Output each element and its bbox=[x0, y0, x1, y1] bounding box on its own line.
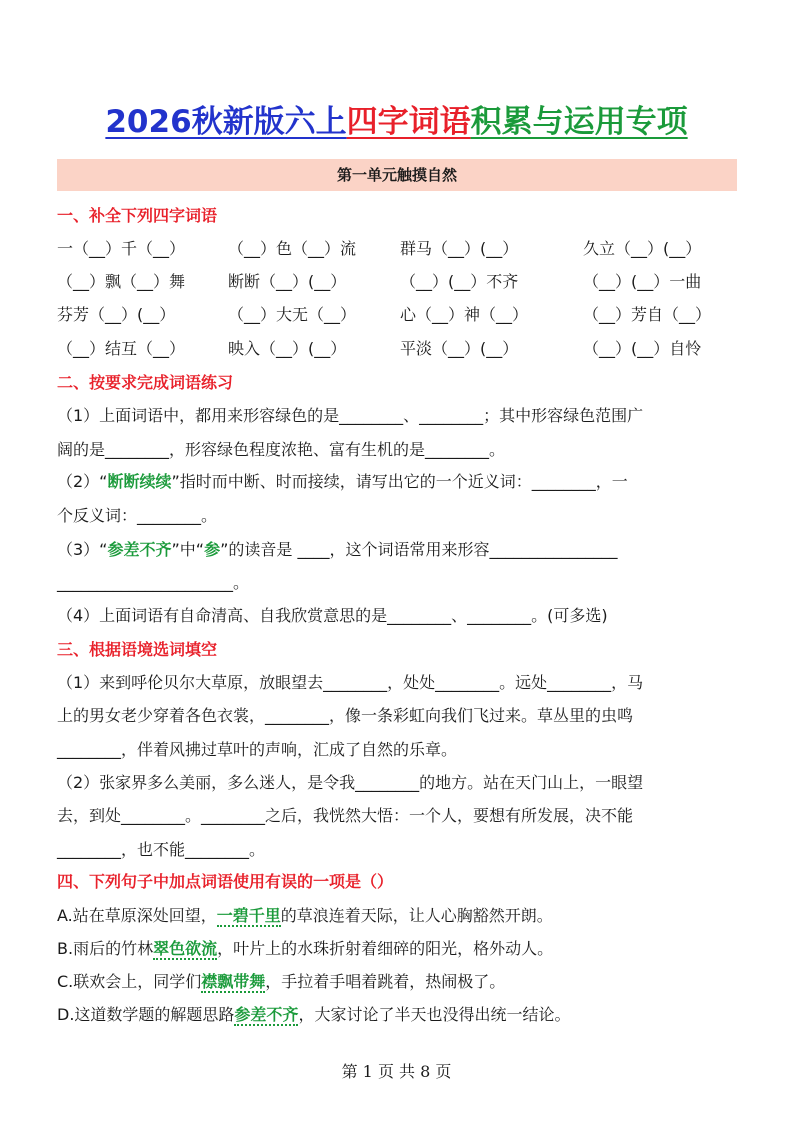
page-title bbox=[0, 96, 793, 141]
fill-item: （__）芳自（__） bbox=[583, 305, 712, 324]
title-part-2: 四字词语 bbox=[346, 104, 471, 140]
option-text: ，叶片上的水珠折射着细碎的阳光，格外动人。 bbox=[217, 939, 554, 958]
page-footer: 第 1 页 共 8 页 bbox=[341, 1062, 452, 1081]
section-1-heading: 一、补全下列四字词语 bbox=[57, 206, 218, 225]
fill-item: （__）(__）自怜 bbox=[583, 339, 702, 358]
question-line: 个反义词：________。 bbox=[57, 506, 218, 525]
option-text: B.雨后的竹林 bbox=[57, 939, 154, 958]
option-c bbox=[57, 969, 737, 992]
dotted-keyword: 一碧千里 bbox=[216, 906, 281, 925]
dotted-keyword: 襟飘带舞 bbox=[201, 972, 266, 991]
fill-item: （__）大无（__） bbox=[228, 305, 357, 324]
fill-item: （__）色（__）流 bbox=[228, 239, 357, 258]
fill-item: 映入（__）(__） bbox=[228, 339, 347, 358]
q2-prefix: （2）“ bbox=[57, 472, 108, 491]
title-part-3: 积累与运用专项 bbox=[470, 104, 688, 140]
fill-item: 群马（__）(__） bbox=[400, 239, 519, 258]
option-a bbox=[57, 903, 737, 926]
q3-mid: ”中“ bbox=[171, 540, 205, 559]
title-part-1: 2026秋新版六上 bbox=[105, 104, 347, 140]
passage-line: ________，也不能________。 bbox=[57, 840, 266, 859]
section-3-heading: 三、根据语境选词填空 bbox=[57, 640, 218, 659]
passage-line: 去，到处________。________之后，我恍然大悟：一个人，要想有所发展，决不能 bbox=[57, 806, 634, 825]
q3-suffix: ”的读音是 ____，这个词语常用来形容________________ bbox=[220, 540, 618, 559]
passage-line: ________，伴着风拂过草叶的声响，汇成了自然的乐章。 bbox=[57, 740, 458, 759]
question-line: （1）上面词语中，都用来形容绿色的是________、________；其中形容绿色范围广 bbox=[57, 406, 644, 425]
section-2-heading: 二、按要求完成词语练习 bbox=[57, 373, 234, 392]
passage-line: （1）来到呼伦贝尔大草原，放眼望去________，处处________。远处________，马 bbox=[57, 673, 644, 692]
dotted-keyword: 参差不齐 bbox=[234, 1005, 299, 1024]
unit-header: 第一单元触摸自然 bbox=[57, 159, 737, 191]
question-line bbox=[57, 537, 737, 560]
option-text: D.这道数学题的解题思路 bbox=[57, 1005, 235, 1024]
fill-item: 平淡（__）(__） bbox=[400, 339, 519, 358]
passage-line: （2）张家界多么美丽，多么迷人，是令我________的地方。站在天门山上，一眼望 bbox=[57, 773, 644, 792]
option-text: ，手拉着手唱着跳着，热闹极了。 bbox=[265, 972, 506, 991]
question-line: ______________________。 bbox=[57, 573, 250, 592]
fill-item: 心（__）神（__） bbox=[400, 305, 529, 324]
question-line: 阔的是________，形容绿色程度浓艳、富有生机的是________。 bbox=[57, 440, 506, 459]
question-line: （4）上面词语有自命清高、自我欣赏意思的是________、________。(可多选) bbox=[57, 606, 608, 625]
passage-line: 上的男女老少穿着各色衣裳，________，像一条彩虹向我们飞过来。草丛里的虫鸣 bbox=[57, 706, 634, 725]
option-text: ，大家讨论了半天也没得出统一结论。 bbox=[298, 1005, 571, 1024]
fill-item: 久立（__）(__） bbox=[583, 239, 702, 258]
option-text: 的草浪连着天际，让人心胸豁然开朗。 bbox=[280, 906, 553, 925]
fill-item: （__）结互（__） bbox=[57, 339, 186, 358]
dotted-keyword: 翠色欲流 bbox=[153, 939, 218, 958]
option-text: A.站在草原深处回望， bbox=[57, 906, 217, 925]
q3-prefix: （3）“ bbox=[57, 540, 108, 559]
q2-keyword: 断断续续 bbox=[107, 472, 172, 491]
fill-item: 断断（__）(__） bbox=[228, 272, 347, 291]
q3-char: 参 bbox=[204, 540, 221, 559]
fill-item: （__）飘（__）舞 bbox=[57, 272, 186, 291]
option-d bbox=[57, 1002, 737, 1025]
section-4-heading: 四、下列句子中加点词语使用有误的一项是（） bbox=[57, 872, 394, 891]
fill-item: （__）(__）一曲 bbox=[583, 272, 702, 291]
fill-item: 一（__）千（__） bbox=[57, 239, 186, 258]
q3-keyword: 参差不齐 bbox=[107, 540, 172, 559]
option-b bbox=[57, 936, 737, 959]
q2-suffix: ”指时而中断、时而接续，请写出它的一个近义词：________，一 bbox=[171, 472, 628, 491]
question-line bbox=[57, 469, 737, 492]
fill-item: 芬芳（__）(__） bbox=[57, 305, 176, 324]
fill-item: （__）(__）不齐 bbox=[400, 272, 519, 291]
option-text: C.联欢会上，同学们 bbox=[57, 972, 202, 991]
